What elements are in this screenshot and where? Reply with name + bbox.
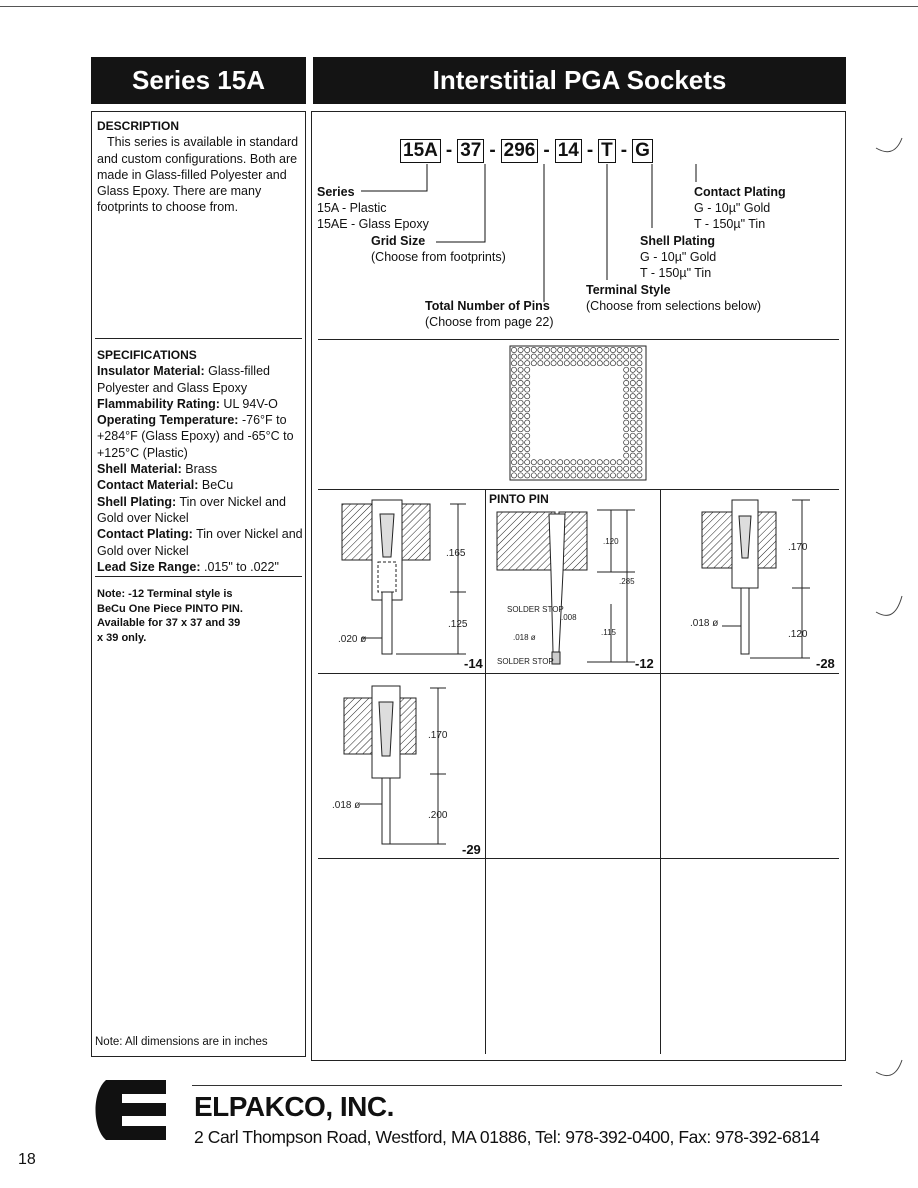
terminal-29-drawing [320,676,484,858]
pga-pin [564,460,569,465]
pga-pin [604,473,609,478]
pga-pin [511,453,516,458]
pga-pin [518,354,523,359]
pga-pin [551,473,556,478]
pga-pin [571,460,576,465]
pga-pin [551,361,556,366]
pga-pin [564,473,569,478]
terminal-style-block: Terminal Style (Choose from selections below) [586,283,762,314]
pga-pin [624,354,629,359]
pga-pin [624,446,629,451]
pga-pin [511,420,516,425]
terminal-14-drawing [320,492,484,672]
pga-pin [571,354,576,359]
pga-pin [624,387,629,392]
pga-pin [610,466,615,471]
pinto-pin-title: PINTO PIN [489,492,549,506]
pga-pin [624,433,629,438]
pga-pin [584,466,589,471]
pga-pin [518,374,523,379]
pga-pin [637,400,642,405]
pga-pin [571,473,576,478]
spec-item: Contact Plating: Tin over Nickel and Gold over Nickel [97,527,303,558]
pga-pin [518,460,523,465]
terminal-code: -29 [462,842,481,857]
pga-pin [630,347,635,352]
code-grid: 37 [457,139,484,163]
pga-pin [518,407,523,412]
pga-pin [525,466,530,471]
pga-pin [511,433,516,438]
pga-pin [564,361,569,366]
divider [318,489,839,490]
divider [318,673,839,674]
pga-pin [584,473,589,478]
pga-pin [630,420,635,425]
pga-pin [564,466,569,471]
pga-pin [538,473,543,478]
pga-pin [637,473,642,478]
pga-pin [558,361,563,366]
pga-pin [511,473,516,478]
pga-pin [624,466,629,471]
dim-text: .165 [446,548,466,559]
pga-pin [584,354,589,359]
spec-item: Flammability Rating: UL 94V-O [97,396,278,411]
pga-pin [610,460,615,465]
pga-pin [630,433,635,438]
pga-pin [597,354,602,359]
pga-pin [591,473,596,478]
pga-pin [531,473,536,478]
pga-pin [624,460,629,465]
pga-pin [630,400,635,405]
spec-item: Shell Material: Brass [97,462,218,477]
pga-pin [637,413,642,418]
terminal-note: Note: -12 Terminal style is BeCu One Piece PINTO PIN. Available for 37 x 37 and 39 x 39 only. [97,588,243,644]
series-header [91,57,306,104]
pga-pin [525,387,530,392]
pga-pin [525,400,530,405]
description-section [97,118,302,216]
pga-pin [518,446,523,451]
pga-pin [525,433,530,438]
company-name: ELPAKCO, INC. [194,1091,394,1122]
pga-pin [637,460,642,465]
code-terminal: 14 [555,139,582,163]
page-number: 18 [18,1151,36,1168]
pga-pin [630,407,635,412]
series-label-block: Series 15A - Plastic 15AE - Glass Epoxy [317,185,429,232]
divider [95,576,302,577]
solder-stop-label: SOLDER STOP [507,605,564,614]
pga-pin [610,473,615,478]
divider [485,489,486,1054]
pga-pin [531,347,536,352]
pga-pin [630,453,635,458]
pga-pin [637,374,642,379]
pga-pin [525,407,530,412]
dim-text: .170 [788,542,808,553]
pga-pin [597,460,602,465]
pga-pin [630,473,635,478]
specifications-heading: SPECIFICATIONS [97,348,197,362]
pga-pin [518,466,523,471]
pga-pin [518,453,523,458]
pga-pin [544,473,549,478]
pga-pin [558,347,563,352]
pga-pin [630,466,635,471]
pga-pin [577,361,582,366]
terminal-28-drawing [662,492,840,672]
shell-plating-block: Shell Plating G - 10µ" Gold T - 150µ" Tin [640,234,717,281]
pga-pin [518,440,523,445]
pga-pin [610,347,615,352]
code-shell: T [598,139,616,163]
divider [660,489,661,1054]
pga-pin [630,427,635,432]
dim-text: .120 [603,537,619,546]
pga-pin [617,361,622,366]
pga-pin [630,446,635,451]
pga-pin [624,367,629,372]
divider [318,339,839,340]
pga-pin [531,460,536,465]
spec-item: Lead Size Range: .015" to .022" [97,559,279,574]
description-text: This series is available in standard and custom configurations. Both are made in Glass-filled Polyester and Glass Epoxy. There are many footprints to choose from. [97,135,299,215]
pga-pin [538,466,543,471]
part-number-codes: 15A - 37 - 296 - 14 - T - G [400,139,653,163]
pga-pin [511,361,516,366]
dim-text: .285 [619,577,635,586]
pga-pin [525,347,530,352]
pga-pin [637,407,642,412]
dim-text: .170 [428,730,448,741]
pga-pin [591,460,596,465]
dimensions-note: Note: All dimensions are in inches [95,1036,268,1048]
pga-pin [630,361,635,366]
product-title: Interstitial PGA Sockets [432,65,727,95]
pga-pin [551,466,556,471]
pga-pin [518,347,523,352]
pga-pin [511,387,516,392]
pga-pin [558,354,563,359]
terminal-code: -12 [635,656,654,671]
pga-pin [525,440,530,445]
grid-size-block: Grid Size (Choose from footprints) [371,234,506,265]
diameter-text: .018 ø [513,633,536,642]
pga-pin [525,394,530,399]
pga-pin [525,413,530,418]
description-heading: DESCRIPTION [97,119,180,133]
pga-pin [577,466,582,471]
pga-pin [525,453,530,458]
pga-pin [544,361,549,366]
code-contact: G [632,139,653,163]
pga-pin [525,427,530,432]
spec-item: Shell Plating: Tin over Nickel and Gold over Nickel [97,494,286,525]
pga-pin [518,387,523,392]
pga-pin [624,420,629,425]
series-title: Series 15A [132,65,265,95]
pga-pin [597,466,602,471]
pga-pin [544,460,549,465]
pga-pin [624,347,629,352]
pga-pin [617,466,622,471]
pga-pin [637,433,642,438]
pga-pin [538,460,543,465]
diameter-text: .018 ø [332,800,361,811]
pga-pin [525,446,530,451]
pga-pin [630,380,635,385]
pga-pin [604,466,609,471]
pga-pin [544,347,549,352]
pga-pin [511,394,516,399]
dim-text: .115 [601,628,616,637]
pga-pin [637,387,642,392]
terminal-12-drawing [487,492,659,672]
pga-pin [597,361,602,366]
pga-pin [637,466,642,471]
dim-text: .200 [428,810,448,821]
total-pins-block: Total Number of Pins (Choose from page 22) [425,299,554,330]
pga-pin [531,466,536,471]
pga-pin [637,420,642,425]
pga-pin [617,460,622,465]
pga-pin [518,380,523,385]
pga-pin [531,354,536,359]
pga-pin [610,354,615,359]
pga-pin [511,460,516,465]
pga-pin [511,347,516,352]
pga-pin [511,380,516,385]
divider [318,858,839,859]
pga-pin [591,347,596,352]
pga-pin [630,394,635,399]
pga-pin [637,446,642,451]
pga-pin [630,387,635,392]
pga-pin [551,460,556,465]
pga-pin [511,367,516,372]
contact-plating-block: Contact Plating G - 10µ" Gold T - 150µ" Tin [694,185,786,232]
pga-pin [571,361,576,366]
pga-pin [624,453,629,458]
binder-marks [870,130,910,1090]
pga-pin [525,460,530,465]
pga-pin [604,354,609,359]
company-logo [92,1076,172,1144]
pga-pin [624,473,629,478]
pga-pin [617,347,622,352]
pga-pin [558,460,563,465]
top-rule [0,6,918,7]
pga-pin [624,394,629,399]
divider [95,338,302,339]
dim-text: .125 [448,619,468,630]
pga-pin [511,446,516,451]
product-header [313,57,846,104]
pga-pin [624,440,629,445]
pga-pin [577,460,582,465]
spec-item: Contact Material: BeCu [97,478,234,493]
pga-pin [538,347,543,352]
pga-pin [518,420,523,425]
pga-pin [511,407,516,412]
pga-pin [637,427,642,432]
pga-pin [597,473,602,478]
pga-pin [525,361,530,366]
pga-pin [525,374,530,379]
pga-pin [637,347,642,352]
pga-pin [551,354,556,359]
pga-pin [591,466,596,471]
pga-pin [511,374,516,379]
pga-pin [624,380,629,385]
pga-pin [518,394,523,399]
pga-pin [630,440,635,445]
pga-footprint-diagram [509,345,647,481]
pga-pin [630,374,635,379]
pga-pin [610,361,615,366]
pga-pin [511,413,516,418]
pga-pin [604,361,609,366]
code-pins: 296 [501,139,539,163]
left-column [91,111,306,1057]
pga-pin [637,361,642,366]
pga-pin [630,367,635,372]
pga-pin [564,354,569,359]
pga-pin [518,367,523,372]
pga-pin [518,400,523,405]
pga-pin [624,374,629,379]
pga-pin [558,473,563,478]
pga-pin [518,473,523,478]
pga-pin [584,361,589,366]
footer-rule [192,1085,842,1086]
spec-item: Insulator Material: Glass-filled Polyester and Glass Epoxy [97,364,270,395]
pga-pin [637,394,642,399]
pga-pin [630,354,635,359]
pga-pin [617,473,622,478]
pga-pin [624,400,629,405]
pga-pin [637,380,642,385]
pga-pin [511,440,516,445]
pga-pin [518,413,523,418]
terminal-code: -14 [464,656,483,671]
pga-pin [511,427,516,432]
pga-pin [525,367,530,372]
pga-pin [525,380,530,385]
pga-pin [518,427,523,432]
pga-pin [538,361,543,366]
pga-pin [604,347,609,352]
pga-pin [617,354,622,359]
pga-pin [511,354,516,359]
pga-pin [591,361,596,366]
pga-pin [571,347,576,352]
pga-pin [518,433,523,438]
pga-pin [604,460,609,465]
company-address: 2 Carl Thompson Road, Westford, MA 01886, Tel: 978-392-0400, Fax: 978-392-6814 [194,1127,820,1147]
pga-pin [597,347,602,352]
pga-pin [544,354,549,359]
pga-pin [538,354,543,359]
terminal-code: -28 [816,656,835,671]
solder-stop-label: SOLDER STOP [497,657,554,666]
diameter-text: .020 ø [338,634,367,645]
pga-pin [518,361,523,366]
specifications-section [97,347,303,575]
pga-pin [525,473,530,478]
code-series: 15A [400,139,441,163]
pga-pin [525,420,530,425]
pga-pin [584,347,589,352]
diameter-text: .018 ø [690,618,719,629]
pga-pin [525,354,530,359]
pga-pin [624,413,629,418]
pga-pin [577,473,582,478]
pga-pin [630,413,635,418]
pga-pin [544,466,549,471]
pga-pin [637,453,642,458]
pga-pin [531,361,536,366]
pga-pin [511,466,516,471]
pga-pin [571,466,576,471]
pga-pin [624,361,629,366]
pga-pin [577,347,582,352]
pga-pin [637,367,642,372]
pga-pin [624,407,629,412]
pga-pin [591,354,596,359]
pga-pin [511,400,516,405]
pga-pin [637,354,642,359]
pga-pin [558,466,563,471]
pga-pin [637,440,642,445]
pga-pin [577,354,582,359]
dim-text: .120 [788,629,808,640]
pga-pin [624,427,629,432]
pga-pin [584,460,589,465]
pga-pin [564,347,569,352]
pga-pin [551,347,556,352]
pga-pin [630,460,635,465]
spec-item: Operating Temperature: -76°F to +284°F (Glass Epoxy) and -65°C to +125°C (Plastic) [97,413,294,460]
dim-text: .008 [561,613,577,622]
